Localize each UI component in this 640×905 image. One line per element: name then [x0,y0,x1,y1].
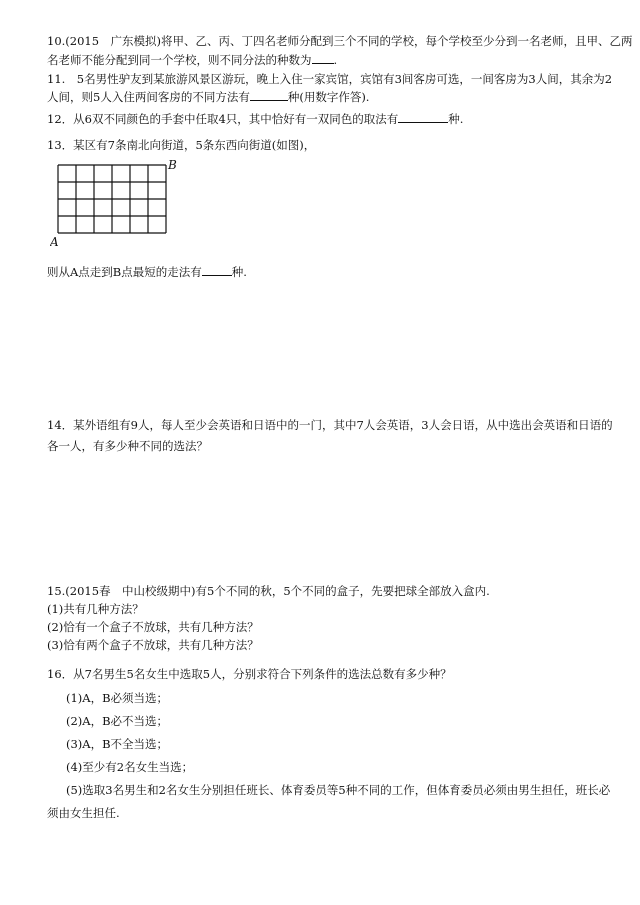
question-16-part-text: (1)A，B必须当选； [66,691,169,705]
question-10-end: . [333,53,338,67]
question-16-part-5 [66,781,611,799]
question-15-part-2 [47,618,600,636]
question-15-text: 15.(2015春 中山校级期中)有5个不同的秋，5个不同的盒子，先要把球全部放入盒内. [47,584,490,598]
question-16-part-5-continued [47,804,600,822]
question-16-part-1 [66,689,600,707]
question-10-text: 10.(2015 广东模拟)将甲、乙、丙、丁四名老师分配到三个不同的学校，每个学校至少分到一名老师，且甲、乙两 [47,34,633,48]
question-11-line-1 [47,70,613,88]
point-b-label: B [168,159,177,172]
question-10-text: 名老师不能分配到同一个学校，则不同分法的种数为 [47,53,312,67]
question-13-answer-text: 则从A点走到B点最短的走法有 [47,265,202,279]
question-15-part-text: (1)共有几种方法？ [47,602,144,616]
question-10-line-1 [47,32,633,50]
question-13-text: 13．某区有7条南北向街道，5条东西向街道(如图)， [47,138,316,152]
question-16-part-text: (2)A，B必不当选； [66,714,169,728]
question-14-line-2 [47,437,600,455]
question-11-line-2 [47,88,600,106]
question-16-part-2 [66,712,600,730]
question-14-text: 各一人，有多少种不同的选法？ [47,439,208,453]
answer-blank[interactable] [202,263,232,276]
question-12-end: 种. [448,112,464,126]
question-11-text: 人间，则5人入住两间客房的不同方法有 [47,90,250,104]
question-11-text: 11. 5名男性驴友到某旅游风景区游玩，晚上入住一家宾馆，宾馆有3间客房可选，一间客房为3人间，其余为2 [47,72,613,86]
point-a-label: A [50,235,59,247]
answer-blank[interactable] [398,110,448,123]
question-15-part-text: (2)恰有一个盒子不放球，共有几种方法？ [47,620,259,634]
question-16-text: 16．从7名男生5名女生中选取5人，分别求符合下列条件的选法总数有多少种？ [47,667,452,681]
question-16-part-text: (3)A，B不全当选； [66,737,169,751]
question-14-text: 14．某外语组有9人，每人至少会英语和日语中的一门，其中7人会英语，3人会日语，从中选出会英语和日语的 [47,418,613,432]
question-16-line-1 [47,665,600,683]
question-16-part-text: (5)选取3名男生和2名女生分别担任班长、体育委员等5种不同的工作，但体育委员必须由男生担任，班长必 [66,783,611,797]
question-15-part-text: (3)恰有两个盒子不放球，共有几种方法？ [47,638,259,652]
answer-blank[interactable] [250,88,288,101]
street-grid-figure [50,159,178,247]
street-grid-lines [58,165,166,233]
question-16-part-text: (4)至少有2名女生当选； [66,760,194,774]
question-13-line-1 [47,136,600,154]
question-16-part-text: 须由女生担任. [47,806,120,820]
question-12 [47,110,600,128]
question-16-part-3 [66,735,600,753]
question-15-line-1 [47,582,600,600]
question-12-text: 12．从6双不同颜色的手套中任取4只，其中恰好有一双同色的取法有 [47,112,399,126]
question-10-line-2 [47,51,600,69]
question-13-answer-end: 种. [231,265,247,279]
question-11-end: 种(用数字作答). [287,90,370,104]
question-13-answer-line [47,263,600,281]
question-16-part-4 [66,758,600,776]
question-15-part-3 [47,636,600,654]
question-14-line-1 [47,416,613,434]
answer-blank[interactable] [312,51,334,64]
question-15-part-1 [47,600,600,618]
